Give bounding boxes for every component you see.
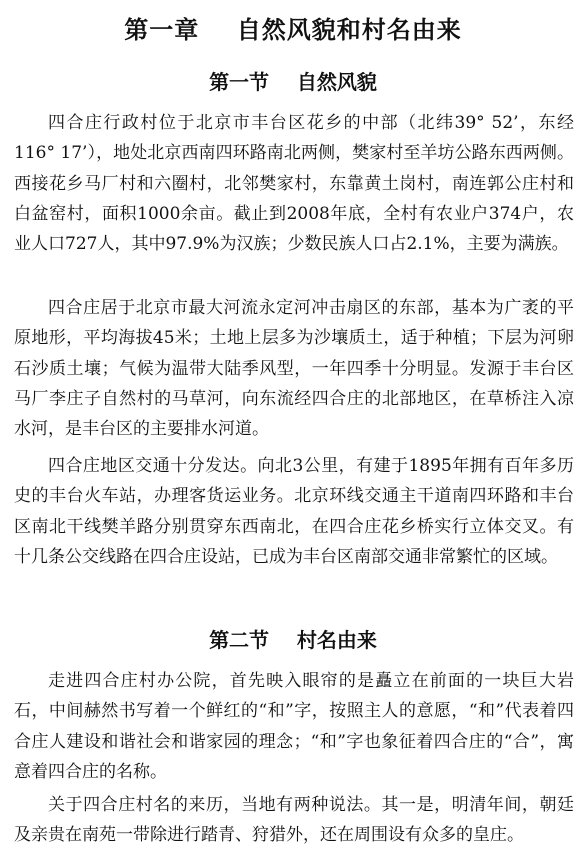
chapter-title: 第一章 自然风貌和村名由来 — [124, 16, 462, 44]
paragraph-name-history: 关于四合庄村名的来历，当地有两种说法。其一是，明清年间，朝廷及亲贵在南苑一带除进行踏青、狩猎外，还在周围设有众多的皇庄。 — [14, 795, 574, 846]
section-title-village-name-origin: 第二节 村名由来 — [209, 628, 377, 652]
section-title-natural-features: 第一节 自然风貌 — [209, 70, 377, 94]
paragraph-transport: 四合庄地区交通十分发达。向北3公里，有建于1895年拥有百年多历史的丰台火车站，办理客货运业务。北京环线交通主干道南四环路和丰台区南北干线樊羊路分别贯穿东西南北，在四合庄花乡桥实行立体交叉。有十几条公交线路在四合庄设站，已成为丰台区南部交通非常繁忙的区域。 — [14, 456, 574, 567]
paragraph-location: 四合庄行政村位于北京市丰台区花乡的中部（北纬39° 52’，东经116° 17’），地处北京西南四环路南北两侧，樊家村至羊坊公路东西两侧。西接花乡马厂村和六圈村，北邻樊家村，东靠黄土岗村，南连郭公庄村和白盆窑村，面积1000余亩。截止到2008年底，全村有农业户374户，农业人口727人，其中97.9%为汉族；少数民族人口占2.1%，主要为满族。 — [14, 113, 574, 255]
paragraph-terrain: 四合庄居于北京市最大河流永定河冲击扇区的东部，基本为广袤的平原地形，平均海拔45米；土地上层多为沙壤质土，适于种植；下层为河卵石沙质土壤；气候为温带大陆季风型，一年四季十分明显。发源于丰台区马厂李庄子自然村的马草河，向东流经四合庄的北部地区，在草桥注入凉水河，是丰台区的主要排水河道。 — [14, 298, 574, 440]
paragraph-he-stone: 走进四合庄村办公院，首先映入眼帘的是矗立在前面的一块巨大岩石，中间赫然书写着一个鲜红的“和”字，按照主人的意愿，“和”代表着四合庄人建设和谐社会和谐家园的理念；“和”字也象征着四合庄的“合”，寓意着四合庄的名称。 — [14, 671, 574, 782]
